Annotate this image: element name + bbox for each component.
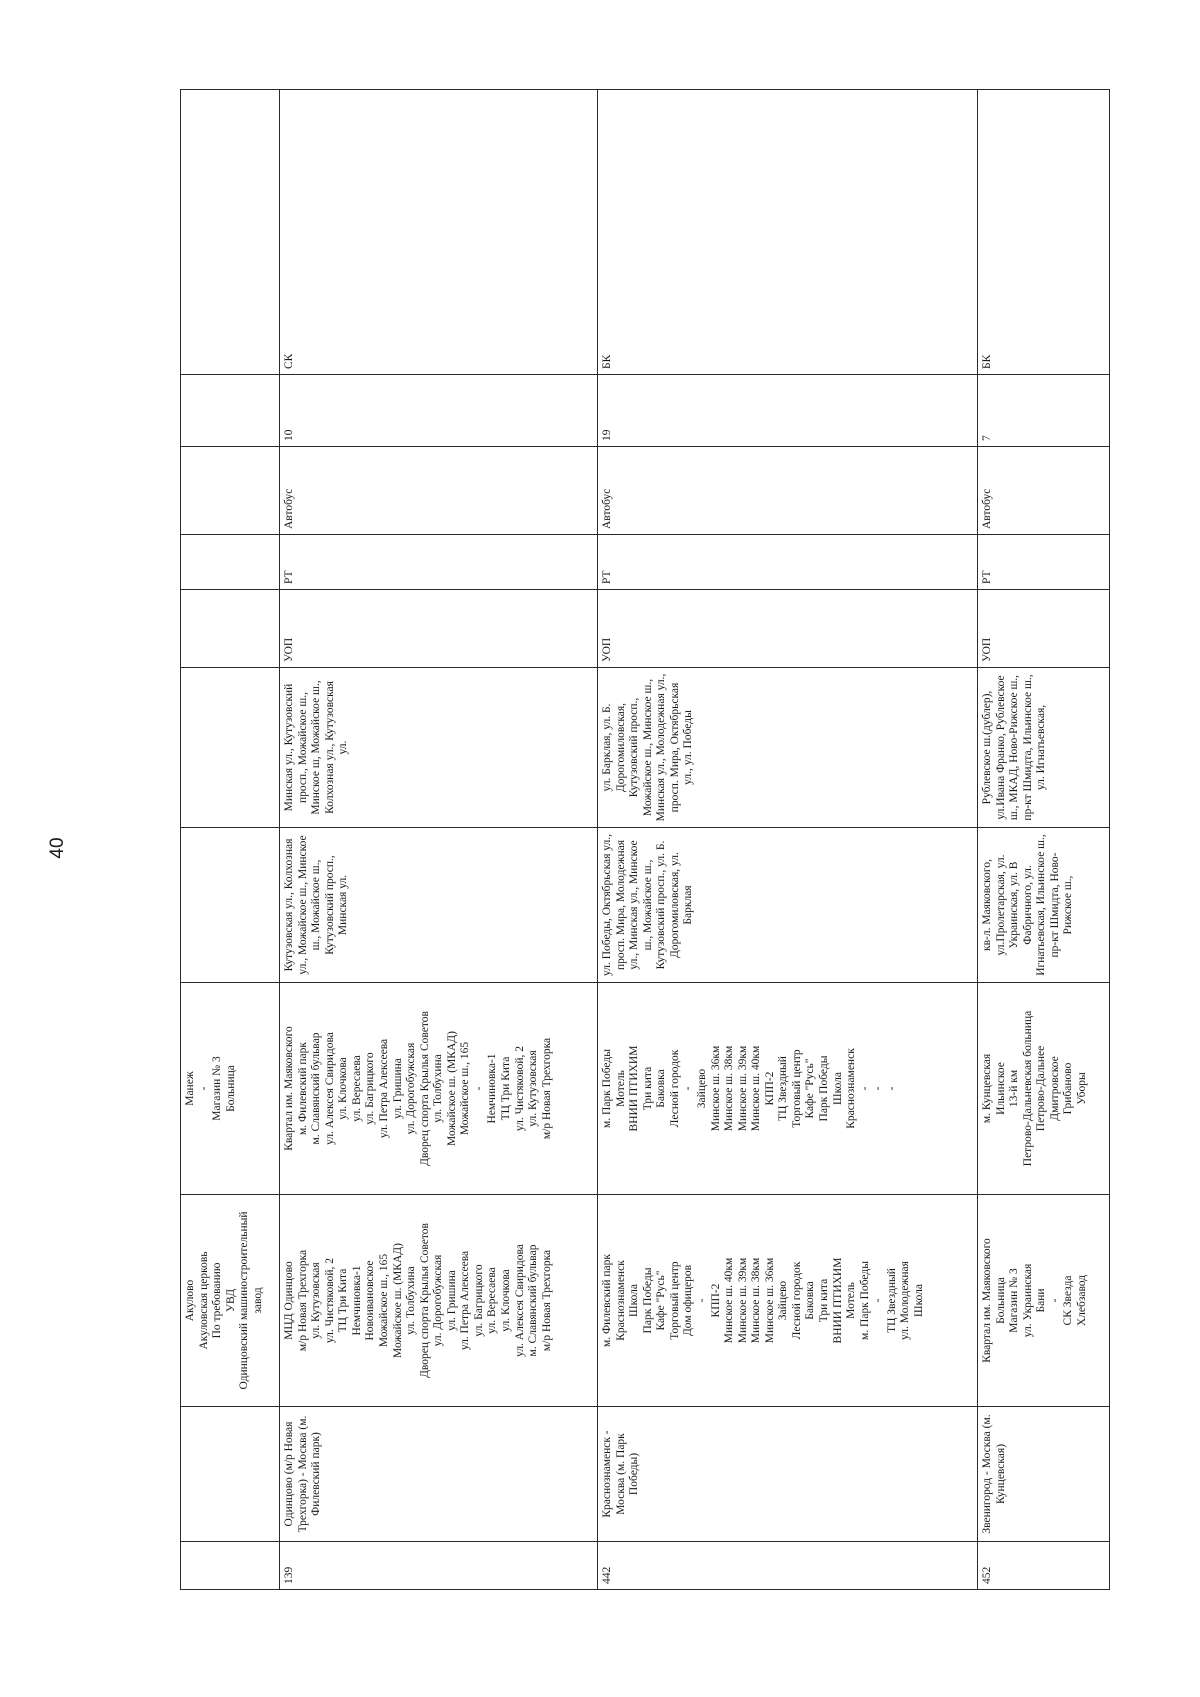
stop-item: ул. Кутузовская	[310, 1262, 323, 1339]
stop-item: ул. Вересаева	[350, 1055, 363, 1122]
route-number	[280, 1542, 598, 1590]
table-row-continuation	[181, 90, 280, 1590]
stop-item: ул. Дорогобужская	[405, 1042, 418, 1135]
cell-empty	[181, 1407, 280, 1542]
stop-item: ул. Петра Алексеева	[377, 1038, 390, 1139]
stop-item: УВД	[224, 1288, 237, 1313]
route-name	[598, 1407, 978, 1542]
stop-item: ул. Молодежная	[899, 1261, 912, 1340]
cell-empty	[181, 90, 280, 375]
stop-item: м. Парк Победы	[858, 1261, 871, 1340]
stop-item: -	[858, 1086, 871, 1091]
stop-item: Можайское ш., 165	[377, 1253, 390, 1348]
streets-backward-text: Рублевское ш.(дублер), ул.Ивана Франко, Рублевское ш., МКАД, Ново-Рижское ш., пр-кт Шмидта, Ильинское ш., ул. Игнатьевская,	[981, 674, 1048, 821]
stop-item: Минское ш. 38км	[750, 1257, 763, 1344]
stop-item: Парк Победы	[641, 1267, 654, 1334]
stop-item: Минское ш. 40км	[723, 1257, 736, 1344]
stop-item: Зайцево	[695, 1068, 708, 1109]
stop-item: Минское ш. 38км	[723, 1045, 736, 1132]
stop-item: м. Славянский бульвар	[527, 1244, 540, 1357]
stop-item: Школа	[628, 1283, 641, 1318]
stop-item: -	[885, 1086, 898, 1091]
stop-item: ул. Толбухина	[432, 1054, 445, 1123]
table-row	[598, 90, 978, 1590]
stop-item: КПП-2	[763, 1071, 776, 1106]
stop-item: Можайское ш., 165	[459, 1041, 472, 1136]
vehicle-type	[280, 447, 598, 535]
stop-item: Торговый центр	[790, 1049, 803, 1128]
stops-backward	[978, 983, 1110, 1195]
vehicle-count	[598, 375, 978, 447]
vehicle-type-text: Автобус	[283, 488, 295, 529]
stop-item: ул. Вересаева	[486, 1267, 499, 1334]
cell-empty	[181, 1542, 280, 1590]
stop-item: По требованию	[211, 1262, 224, 1339]
stop-item: Мотель	[845, 1282, 858, 1319]
stop-item: Дом офицеров	[682, 1264, 695, 1337]
stop-type	[280, 590, 598, 668]
vehicle-type-text: Автобус	[981, 488, 993, 529]
stop-item: Кафе "Русь"	[655, 1270, 668, 1331]
stop-item: м. Парк Победы	[601, 1049, 613, 1128]
stops-forward	[280, 1195, 598, 1407]
vehicle-count-text: 19	[601, 429, 613, 441]
stop-item: ул. Алексея Свиридова	[323, 1032, 336, 1145]
stop-item: -	[695, 1298, 708, 1303]
regime	[598, 535, 978, 590]
stop-item: Одинцовский машиностроительный завод	[238, 1211, 264, 1390]
vehicle-count	[978, 375, 1110, 447]
stop-item: ВНИИ ПТИХИМ	[628, 1045, 641, 1132]
stop-item: ул. Клочкова	[500, 1269, 512, 1332]
stop-item: ул. Петра Алексеева	[459, 1250, 472, 1351]
route-number	[598, 1542, 978, 1590]
stop-item: ул. Гришина	[391, 1058, 404, 1119]
stop-item: Три кита	[641, 1066, 654, 1111]
route-name-text: Краснознаменск - Москва (м. Парк Победы)	[601, 1430, 641, 1518]
stop-type-text: УОП	[981, 637, 993, 662]
stop-item: -	[872, 1086, 885, 1091]
stop-item: Акуловская церковь	[197, 1251, 210, 1350]
rotated-table-wrapper	[180, 90, 1110, 1590]
routes-table	[180, 89, 1110, 1590]
stop-item: Лесной городок	[668, 1049, 681, 1128]
stop-item: Школа	[912, 1283, 925, 1318]
stop-item: Три кита	[818, 1278, 830, 1323]
stop-item: Больница	[994, 1277, 1007, 1324]
stop-item: Немчиновка-1	[486, 1053, 499, 1124]
stop-type	[978, 590, 1110, 668]
stops-forward	[598, 1195, 978, 1407]
streets-backward-text: Минская ул., Кутузовский просп., Можайское ш., Минское ш, Можайское ш., Колхозная ул., Кутузовская ул.	[283, 680, 350, 815]
stop-item: Новоивановское	[364, 1260, 377, 1341]
stop-item: ул. Толбухина	[405, 1266, 418, 1335]
stop-item: ТЦ Три Кита	[500, 1056, 512, 1121]
stops-backward	[598, 983, 978, 1195]
table-row	[280, 90, 598, 1590]
cell-empty	[181, 590, 280, 668]
regime-text: РТ	[283, 570, 295, 584]
stop-item: Минское ш. 39км	[736, 1045, 749, 1132]
stop-item: м/р Новая Трехгорка	[296, 1249, 309, 1352]
stop-item: м/р Новая Трехгорка	[540, 1249, 553, 1352]
vehicle-class-text: БК	[981, 354, 993, 369]
route-name	[978, 1407, 1110, 1542]
stop-item: Хлебзавод	[1075, 1274, 1088, 1327]
stop-item: Можайское ш. (МКАД)	[445, 1031, 458, 1146]
route-name-text: Звенигород - Москва (м. Кунцевская)	[981, 1414, 1007, 1534]
stop-item: Дмитровское	[1048, 1056, 1061, 1121]
route-number-text: 452	[981, 1566, 993, 1584]
stops-backward-continuation	[181, 983, 280, 1195]
vehicle-count-text: 7	[981, 435, 993, 441]
streets-backward	[598, 668, 978, 828]
stop-item: Бани	[1035, 1288, 1048, 1313]
stop-item: Краснознаменск	[614, 1260, 627, 1341]
stop-item: ул. Алексея Свиридова	[513, 1244, 526, 1357]
stop-item: Дворец спорта Крылья Советов	[418, 1223, 431, 1378]
streets-backward-text: ул. Барклая, ул. Б. Дорогомиловская, Кутузовский просп., Можайское ш., Минское ш., Минская ул., Молодежная ул., просп. Мира, Октябрьская ул., ул. Победы	[601, 673, 695, 822]
stop-item: Мотель	[614, 1070, 627, 1107]
stop-item: Минское ш. 39км	[736, 1257, 749, 1344]
route-number-text: 442	[601, 1566, 613, 1584]
stop-item: Лесной городок	[790, 1261, 803, 1340]
stop-item: Парк Победы	[818, 1055, 830, 1122]
stop-item: Манеж	[184, 1071, 196, 1106]
stop-item: Грибаново	[1062, 1062, 1075, 1115]
route-number-text: 139	[283, 1566, 295, 1584]
streets-backward	[978, 668, 1110, 828]
stop-type-text: УОП	[283, 637, 295, 662]
route-name-text: Одинцово (м/р Новая Трехгорка) - Москва (м. Филевский парк)	[283, 1415, 323, 1533]
cell-empty	[181, 375, 280, 447]
stop-item: Зайцево	[777, 1280, 790, 1321]
stops-forward-continuation	[181, 1195, 280, 1407]
stops-backward	[280, 983, 598, 1195]
cell-empty	[181, 535, 280, 590]
regime-text: РТ	[601, 570, 613, 584]
vehicle-count-text: 10	[283, 429, 295, 441]
stop-item: Больница	[224, 1065, 237, 1112]
stop-item: м. Филевский парк	[296, 1042, 309, 1135]
stop-item: Минское ш. 40км	[750, 1045, 763, 1132]
stop-item: м. Филевский парк	[601, 1254, 613, 1347]
streets-forward-text: ул. Победы, Октябрьская ул., просп. Мира, Молодежная ул., Минская ул., Минское ш., Можайское ш., Кутузовский просп., ул. Б. Дорогомиловская, ул. Барклая	[601, 833, 695, 977]
stop-item: Дворец спорта Крылья Советов	[418, 1011, 431, 1166]
stop-item: Кафе "Русь"	[804, 1058, 817, 1119]
vehicle-class	[598, 90, 978, 375]
stop-item: ул. Украинская	[1021, 1263, 1034, 1338]
stop-item: -	[472, 1086, 485, 1091]
vehicle-class-text: СК	[283, 353, 295, 369]
cell-empty	[181, 447, 280, 535]
stops-forward	[978, 1195, 1110, 1407]
stop-item: Минское ш. 36км	[709, 1045, 722, 1132]
stop-item: Магазин № 3	[211, 1056, 224, 1121]
stop-item: ул. Чистяковой, 2	[513, 1045, 526, 1132]
stop-item: Баковка	[804, 1281, 817, 1320]
route-number	[978, 1542, 1110, 1590]
stop-item: Петрово-Дальневская больница	[1021, 1010, 1034, 1167]
stop-item: м. Кунцевская	[981, 1053, 993, 1124]
stop-item: ул. Чистяковой, 2	[323, 1257, 336, 1344]
vehicle-class	[978, 90, 1110, 375]
stop-item: ул. Кутузовская	[527, 1050, 540, 1127]
stop-item: ТЦ Три Кита	[337, 1268, 350, 1333]
stop-item: Немчиновка-1	[350, 1265, 363, 1336]
stop-type-text: УОП	[601, 637, 613, 662]
vehicle-count	[280, 375, 598, 447]
stop-item: 13-й км	[1008, 1069, 1021, 1108]
streets-forward	[978, 828, 1110, 983]
stop-item: -	[1048, 1298, 1061, 1303]
stop-item: Торговый центр	[668, 1261, 681, 1340]
stop-item: ВНИИ ПТИХИМ	[831, 1257, 844, 1344]
stop-item: Минское ш. 36км	[763, 1257, 776, 1344]
stop-item: СК Звезда	[1062, 1275, 1075, 1326]
stop-item: Школа	[831, 1071, 844, 1106]
stop-item: Ильинское	[994, 1062, 1007, 1115]
stop-item: Баковка	[655, 1069, 668, 1108]
stop-item: ул. Гришина	[445, 1270, 458, 1331]
vehicle-type	[978, 447, 1110, 535]
route-name	[280, 1407, 598, 1542]
stop-item: ТЦ Звездный	[885, 1268, 898, 1333]
stop-item: Уборы	[1075, 1072, 1088, 1105]
vehicle-type	[598, 447, 978, 535]
stop-item: Можайское ш. (МКАД)	[391, 1243, 404, 1358]
stop-item: -	[682, 1086, 695, 1091]
regime	[280, 535, 598, 590]
stop-item: МЦД Одинцово	[283, 1261, 295, 1340]
vehicle-class-text: БК	[601, 354, 613, 369]
stop-item: Краснознаменск	[845, 1048, 858, 1129]
table-row	[978, 90, 1110, 1590]
vehicle-type-text: Автобус	[601, 488, 613, 529]
stop-item: -	[197, 1086, 210, 1091]
stop-item: -	[872, 1298, 885, 1303]
stop-item: м/р Новая Трехгорка	[540, 1037, 553, 1140]
stop-item: Магазин № 3	[1008, 1268, 1021, 1333]
streets-forward	[598, 828, 978, 983]
stop-item: Акулово	[184, 1279, 196, 1322]
vehicle-class	[280, 90, 598, 375]
streets-forward-text: кв-л. Маяковского, ул.Пролетарская, ул. Украинская, ул. В Фабричного, ул. Игнатьевская, Ильинское ш., пр-кт Шмидта, Ново-Рижское ш.,	[981, 834, 1075, 976]
stop-type	[598, 590, 978, 668]
stop-item: ул. Дорогобужская	[432, 1254, 445, 1347]
stop-item: Петрово-Дальнее	[1035, 1045, 1048, 1132]
streets-forward-text: Кутузовская ул., Колхозная ул., Можайское ш., Минское ш., Можайское ш., Кутузовский просп., Минская ул.	[283, 835, 350, 975]
stop-item: ул. Багрицкого	[472, 1264, 485, 1337]
cell-empty	[181, 828, 280, 983]
stop-item: Квартал им. Маяковского	[981, 1238, 993, 1363]
stop-item: Квартал им. Маяковского	[283, 1026, 295, 1151]
cell-empty	[181, 668, 280, 828]
stop-item: КПП-2	[709, 1283, 722, 1318]
stop-item: ул. Багрицкого	[364, 1052, 377, 1125]
stop-item: ТЦ Звездный	[777, 1056, 790, 1121]
page-number: 40	[47, 837, 68, 859]
streets-forward	[280, 828, 598, 983]
streets-backward	[280, 668, 598, 828]
stop-item: ул. Клочкова	[337, 1057, 350, 1120]
regime-text: РТ	[981, 570, 993, 584]
stop-item: м. Славянский бульвар	[310, 1032, 323, 1145]
regime	[978, 535, 1110, 590]
